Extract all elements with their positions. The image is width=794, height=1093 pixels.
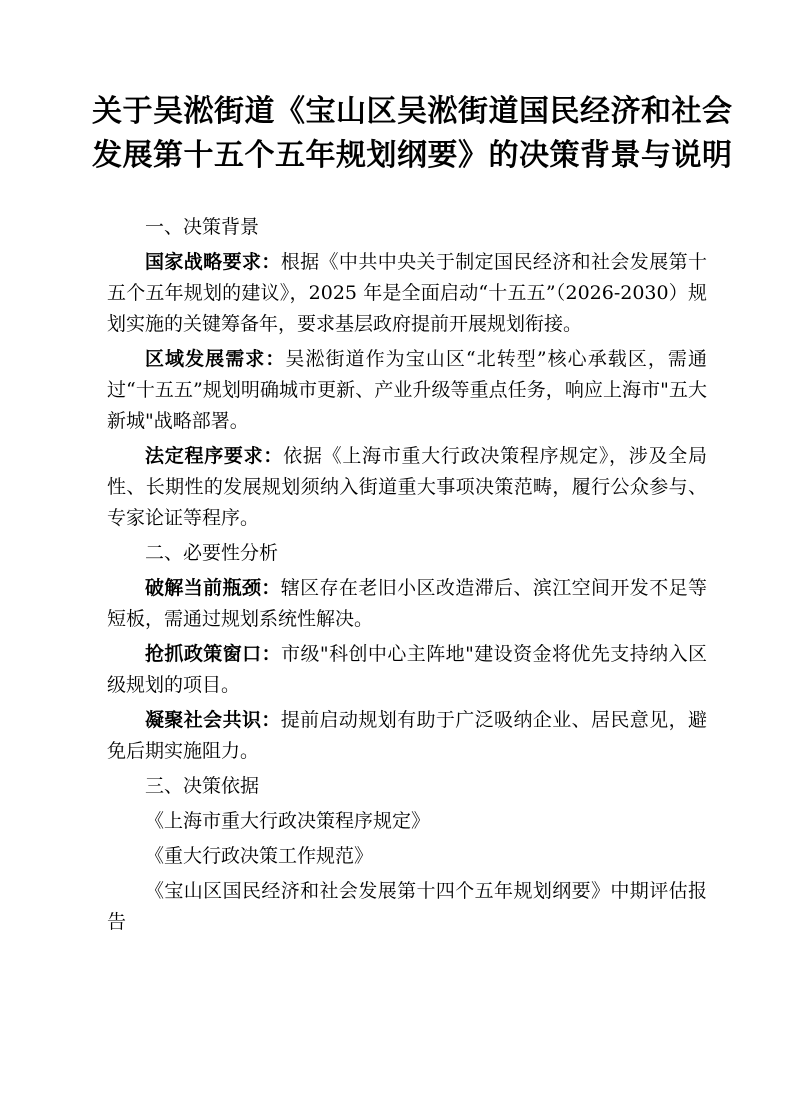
paragraph-text: 吴淞街道作为宝山区“北转型”核心承载区，需通过“十五五”规划明确城市更新、产业升级等重点任务，响应上海市"五大新城"战略部署。	[107, 348, 707, 432]
paragraph-text: 依据《上海市重大行政决策程序规定》，涉及全局性、长期性的发展规划须纳入街道重大事项决策范畴，履行公众参与、专家论证等程序。	[107, 445, 707, 529]
paragraph-legal-procedure	[107, 441, 707, 534]
paragraph-bottleneck	[107, 573, 707, 635]
paragraph-text: 市级"科创中心主阵地"建设资金将优先支持纳入区级规划的项目。	[107, 643, 707, 696]
section-heading-necessity: 二、必要性分析	[145, 542, 279, 564]
paragraph-lead: 破解当前瓶颈：	[145, 577, 281, 599]
paragraph-consensus	[107, 705, 707, 767]
paragraph-lead: 抢抓政策窗口：	[145, 643, 282, 665]
paragraph-text: 辖区存在老旧小区改造滞后、滨江空间开发不足等短板，需通过规划系统性解决。	[107, 577, 707, 630]
basis-item: 《上海市重大行政决策程序规定》	[145, 810, 431, 832]
section-heading-basis: 三、决策依据	[145, 775, 260, 797]
paragraph-text: 提前启动规划有助于广泛吸纳企业、居民意见，避免后期实施阻力。	[107, 709, 707, 762]
paragraph-text: 根据《中共中央关于制定国民经济和社会发展第十五个五年规划的建议》，2025 年是全面启动“十五五”（2026-2030）规划实施的关键筹备年，要求基层政府提前开展规划衔接。	[107, 251, 707, 335]
paragraph-lead: 国家战略要求：	[145, 251, 281, 273]
document-body	[107, 212, 707, 942]
title-line-1: 关于吴淞街道《宝山区吴淞街道国民经济和社会	[92, 94, 733, 129]
title-line-2: 发展第十五个五年规划纲要》的决策背景与说明	[92, 138, 733, 173]
paragraph-lead: 法定程序要求：	[145, 445, 284, 467]
document-title	[92, 90, 733, 178]
paragraph-national-strategy	[107, 247, 707, 340]
paragraph-lead: 凝聚社会共识：	[145, 709, 281, 731]
paragraph-regional-needs	[107, 344, 707, 437]
paragraph-policy-window	[107, 639, 707, 701]
section-heading-background: 一、决策背景	[145, 216, 260, 238]
paragraph-lead: 区域发展需求：	[145, 348, 286, 370]
basis-item: 《宝山区国民经济和社会发展第十四个五年规划纲要》中期评估报告	[107, 880, 707, 933]
basis-item: 《重大行政决策工作规范》	[145, 845, 374, 867]
